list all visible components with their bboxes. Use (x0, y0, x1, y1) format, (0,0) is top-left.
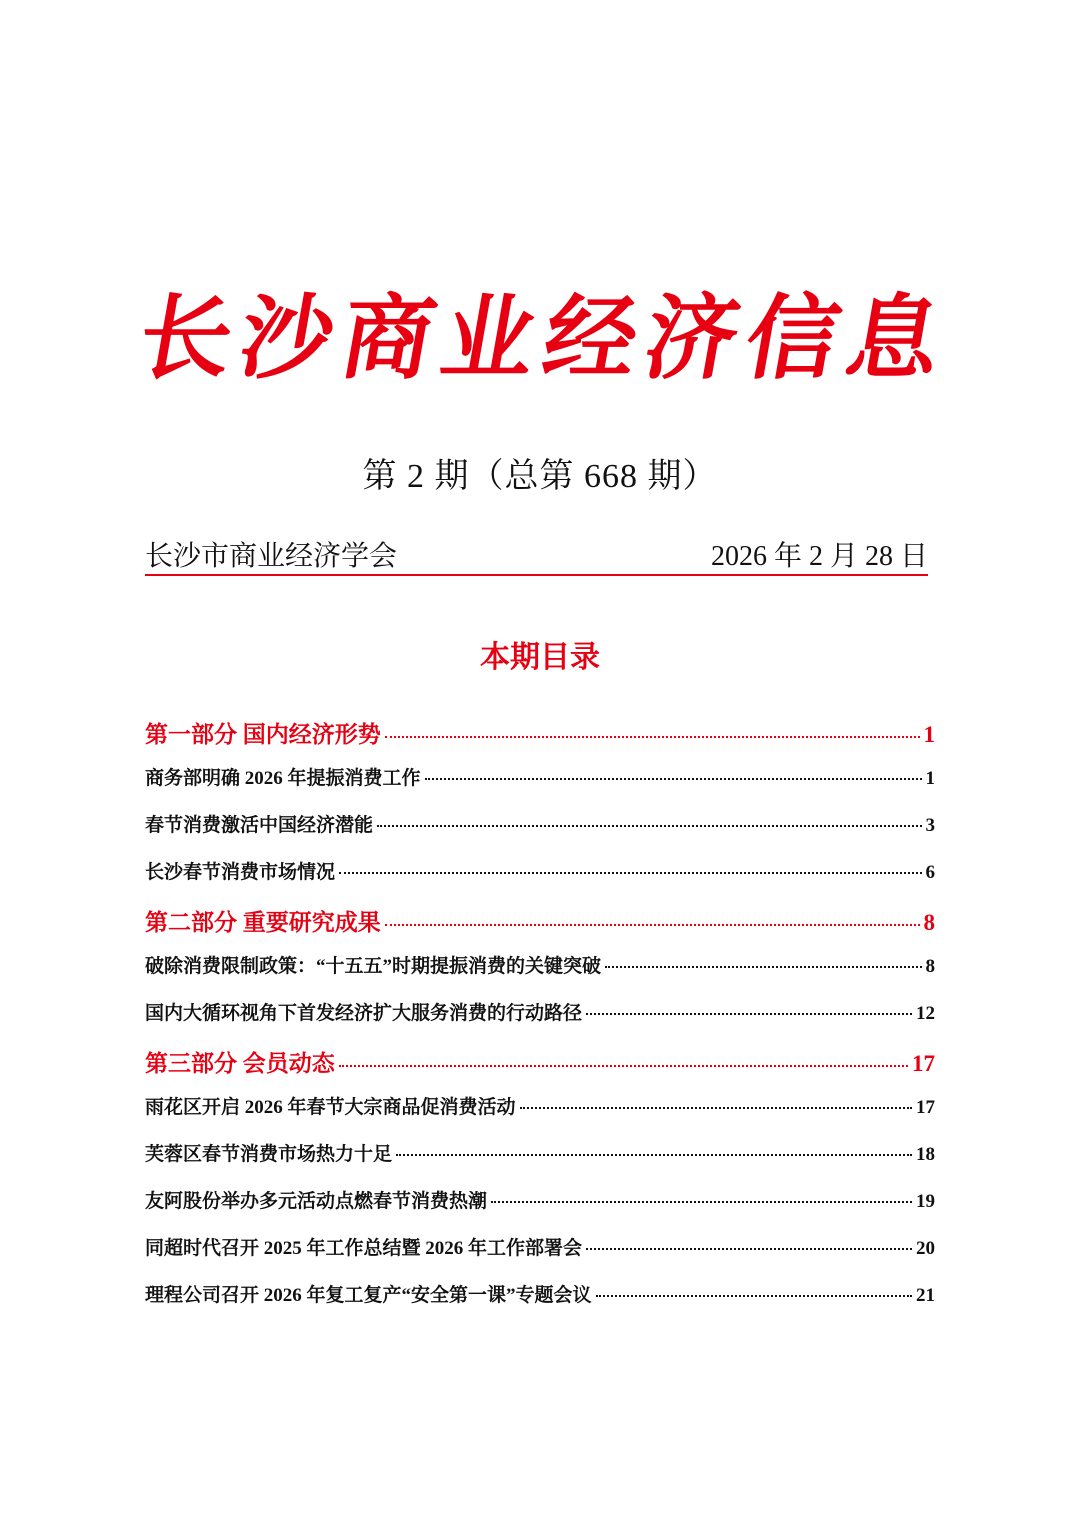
toc-page-number: 8 (923, 910, 935, 935)
toc-dot-leader (396, 1154, 912, 1156)
toc-part-heading[interactable] (145, 716, 935, 763)
toc-part-heading[interactable] (145, 1045, 935, 1092)
issue-number: 第 2 期（总第 668 期） (362, 458, 718, 495)
toc-heading: 本期目录 (480, 640, 600, 675)
toc-dot-leader (605, 966, 921, 968)
toc-entry[interactable] (145, 857, 935, 904)
toc-entry-title: 破除消费限制政策：“十五五”时期提振消费的关键突破 (145, 956, 602, 977)
toc-dot-leader (385, 736, 920, 738)
table-of-contents (145, 716, 935, 1327)
masthead-char: 商 (332, 284, 444, 392)
masthead-char: 经 (535, 284, 647, 392)
toc-page-number: 20 (916, 1238, 935, 1259)
toc-entry-title: 商务部明确 2026 年提振消费工作 (145, 768, 421, 789)
toc-dot-leader (339, 1065, 908, 1067)
toc-page-number: 18 (916, 1144, 935, 1165)
toc-page-number: 3 (925, 815, 935, 836)
toc-entry-title: 理程公司召开 2026 年复工复产“安全第一课”专题会议 (145, 1285, 592, 1306)
toc-entry-title: 芙蓉区春节消费市场热力十足 (145, 1144, 393, 1165)
toc-entry-title: 同超时代召开 2025 年工作总结暨 2026 年工作部署会 (145, 1238, 583, 1259)
toc-entry[interactable] (145, 1092, 935, 1139)
toc-entry[interactable] (145, 951, 935, 998)
toc-entry-title: 第二部分 重要研究成果 (145, 910, 381, 935)
toc-page-number: 1 (925, 768, 935, 789)
toc-entry-title: 友阿股份举办多元活动点燃春节消费热潮 (145, 1191, 488, 1212)
toc-page-number: 12 (916, 1003, 935, 1024)
toc-page-number: 17 (916, 1097, 935, 1118)
toc-dot-leader (377, 825, 921, 827)
toc-dot-leader (385, 924, 920, 926)
toc-page-number: 21 (916, 1285, 935, 1306)
toc-page-number: 17 (912, 1051, 935, 1076)
toc-page-number: 19 (916, 1191, 935, 1212)
toc-page-number: 1 (923, 722, 935, 747)
masthead-char: 沙 (231, 284, 343, 392)
toc-dot-leader (596, 1295, 912, 1297)
masthead-char: 息 (838, 284, 950, 392)
toc-entry-title: 国内大循环视角下首发经济扩大服务消费的行动路径 (145, 1003, 583, 1024)
masthead-title (130, 278, 950, 398)
toc-dot-leader (491, 1201, 912, 1203)
toc-entry[interactable] (145, 998, 935, 1045)
toc-page-number: 8 (925, 956, 935, 977)
masthead-char: 济 (636, 284, 748, 392)
toc-dot-leader (520, 1107, 912, 1109)
toc-entry[interactable] (145, 810, 935, 857)
toc-part-heading[interactable] (145, 904, 935, 951)
toc-dot-leader (339, 872, 921, 874)
masthead-char: 信 (737, 284, 849, 392)
toc-entry-title: 春节消费激活中国经济潜能 (145, 815, 374, 836)
publisher-date-line (145, 536, 928, 576)
masthead-char: 长 (130, 284, 242, 392)
toc-page-number: 6 (925, 862, 935, 883)
publication-date: 2026 年 2 月 28 日 (710, 541, 928, 572)
toc-entry-title: 长沙春节消费市场情况 (145, 862, 336, 883)
toc-entry[interactable] (145, 1233, 935, 1280)
toc-entry[interactable] (145, 763, 935, 810)
toc-entry-title: 第三部分 会员动态 (145, 1051, 335, 1076)
toc-entry[interactable] (145, 1186, 935, 1233)
toc-entry[interactable] (145, 1139, 935, 1186)
toc-dot-leader (586, 1013, 912, 1015)
toc-dot-leader (586, 1248, 912, 1250)
toc-entry-title: 雨花区开启 2026 年春节大宗商品促消费活动 (145, 1097, 516, 1118)
publisher-name: 长沙市商业经济学会 (145, 541, 398, 572)
toc-entry-title: 第一部分 国内经济形势 (145, 722, 381, 747)
masthead-char: 业 (433, 284, 545, 392)
toc-entry[interactable] (145, 1280, 935, 1327)
toc-dot-leader (425, 778, 922, 780)
